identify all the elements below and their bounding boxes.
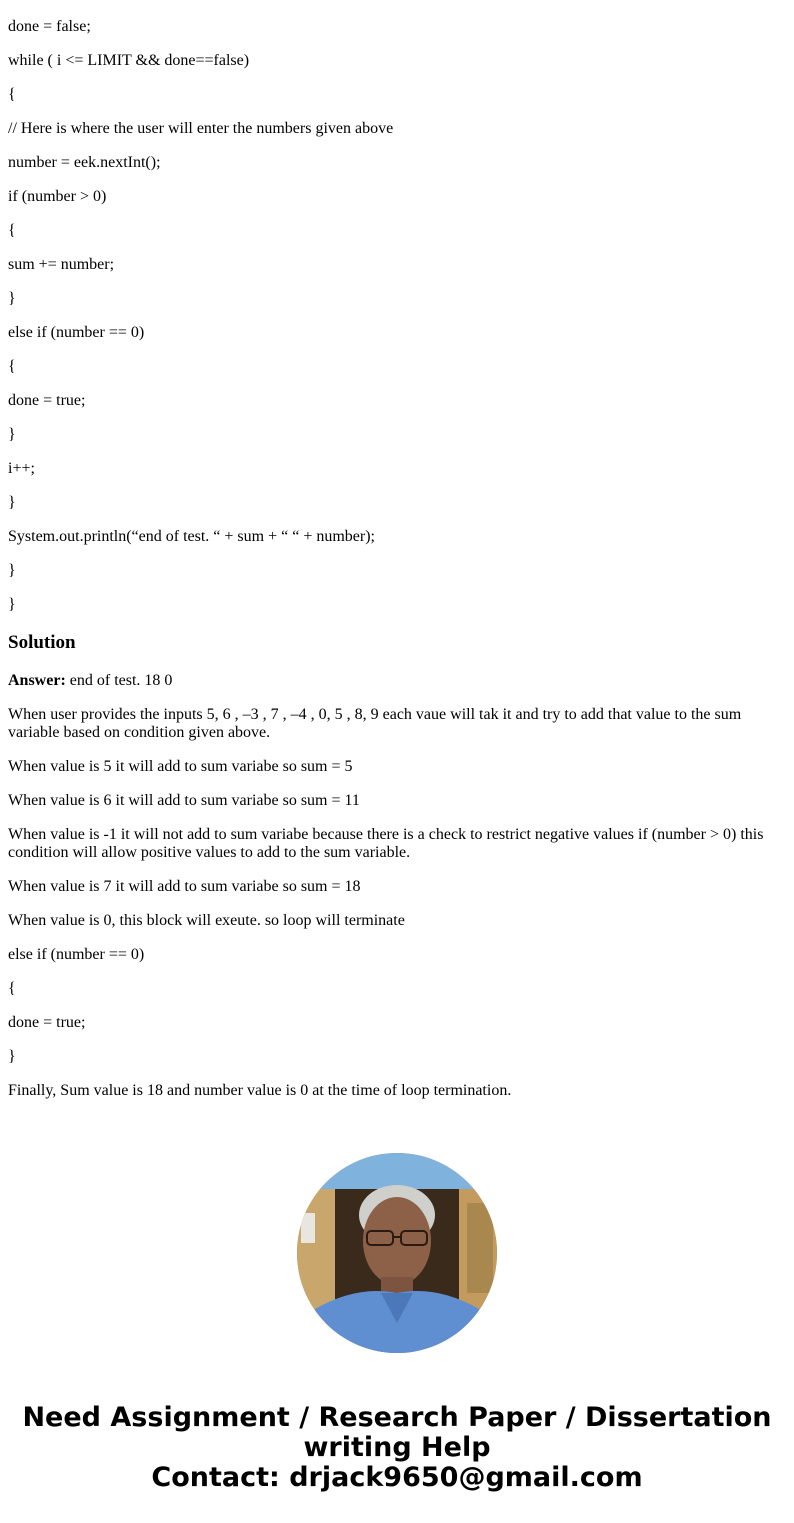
solution-paragraph: When value is 7 it will add to sum variabe so sum = 18 xyxy=(8,878,361,895)
code-line: } xyxy=(8,562,16,579)
solution-paragraph: done = true; xyxy=(8,1014,86,1031)
promo-line: Need Assignment / Research Paper / Dissertation xyxy=(22,1402,772,1433)
code-line: i++; xyxy=(8,460,35,477)
code-line: } xyxy=(8,290,16,307)
solution-paragraph: When value is 0, this block will exeute. so loop will terminate xyxy=(8,912,405,929)
code-line: sum += number; xyxy=(8,256,115,273)
solution-paragraph: When value is 5 it will add to sum variabe so sum = 5 xyxy=(8,758,353,775)
code-line: { xyxy=(8,86,16,103)
promo-line: writing Help xyxy=(303,1432,491,1463)
solution-paragraph: When value is 6 it will add to sum variabe so sum = 11 xyxy=(8,792,360,809)
code-line xyxy=(8,0,786,2)
code-line: { xyxy=(8,358,16,375)
code-line: if (number > 0) xyxy=(8,188,107,205)
author-avatar xyxy=(297,1153,497,1353)
author-photo xyxy=(297,1153,497,1353)
solution-paragraph: When user provides the inputs 5, 6 , –3 , 7 , –4 , 0, 5 , 8, 9 each vaue will tak it and try to add that value to the sum variable based on condition given above. xyxy=(8,706,742,741)
code-line: System.out.println(“end of test. “ + sum + “ “ + number); xyxy=(8,528,375,545)
solution-paragraph: { xyxy=(8,980,16,997)
answer-value: end of test. 18 0 xyxy=(65,672,173,689)
code-line: } xyxy=(8,596,16,613)
code-line: number = eek.nextInt(); xyxy=(8,154,161,171)
solution-paragraph: } xyxy=(8,1048,16,1065)
code-line: else if (number == 0) xyxy=(8,324,145,341)
code-line: while ( i <= LIMIT && done==false) xyxy=(8,52,250,69)
solution-paragraph: else if (number == 0) xyxy=(8,946,145,963)
answer-line xyxy=(8,672,786,690)
solution-paragraph: When value is -1 it will not add to sum variabe because there is a check to restrict negative values if (number > 0) this condition will allow positive values to add to the sum variable. xyxy=(8,826,764,861)
solution-paragraph: Finally, Sum value is 18 and number value is 0 at the time of loop termination. xyxy=(8,1082,512,1099)
promo-contact: Contact: drjack9650@gmail.com xyxy=(151,1462,643,1493)
promo-banner xyxy=(0,1403,794,1493)
code-line: done = true; xyxy=(8,392,86,409)
answer-label: Answer: xyxy=(8,672,66,689)
code-line: { xyxy=(8,222,16,239)
code-listing xyxy=(8,0,786,614)
code-line: done = false; xyxy=(8,18,91,35)
document-body xyxy=(8,0,786,1116)
code-line: } xyxy=(8,494,16,511)
solution-heading: Solution xyxy=(8,632,76,653)
code-line: // Here is where the user will enter the numbers given above xyxy=(8,120,394,137)
code-line: } xyxy=(8,426,16,443)
